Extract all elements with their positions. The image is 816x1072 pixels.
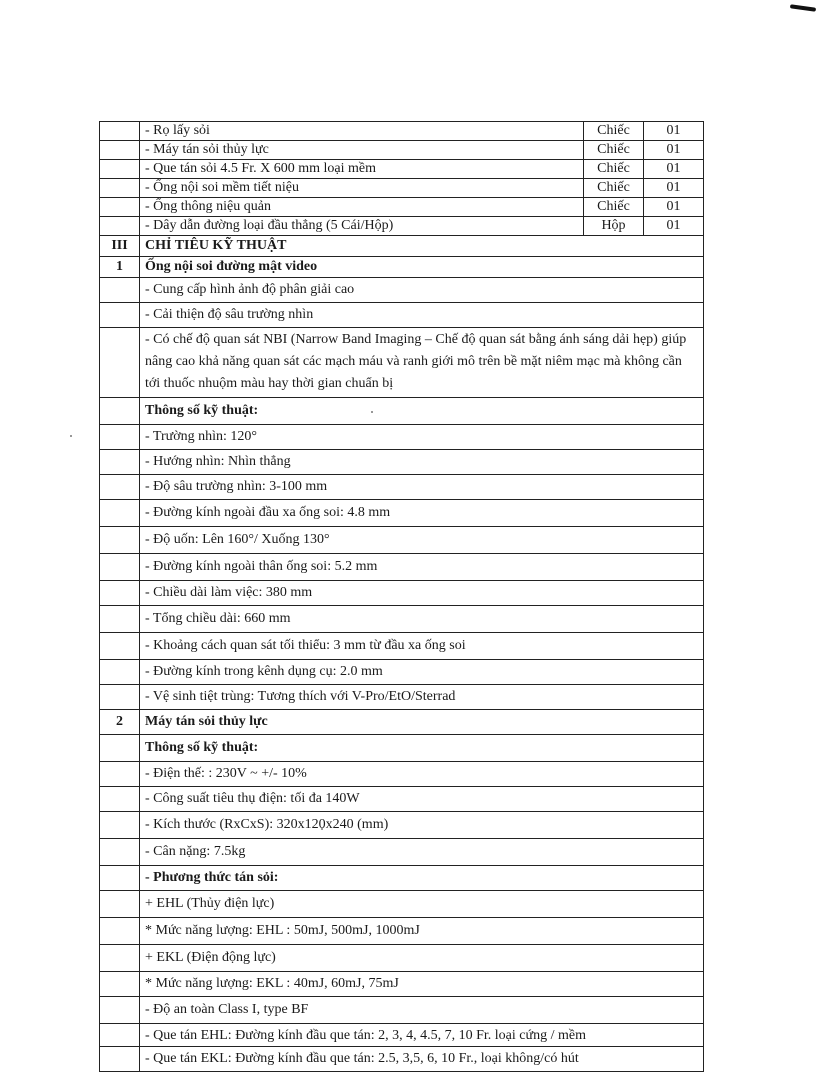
method-row	[100, 891, 704, 918]
probe-ehl-text: - Que tán EHL: Đường kính đầu que tán: 2, 3, 4, 4.5, 7, 10 Fr. loại cứng / mềm	[140, 1024, 704, 1047]
spec-header: Thông số kỹ thuật:	[140, 398, 704, 425]
spec-text: - Độ sâu trường nhìn: 3-100 mm	[140, 475, 704, 500]
spec-row	[100, 839, 704, 866]
spec-text: - Công suất tiêu thụ điện: tối đa 140W	[140, 787, 704, 812]
spec-text: - Chiều dài làm việc: 380 mm	[140, 581, 704, 606]
spec-row	[100, 685, 704, 710]
equipment-row	[100, 160, 704, 179]
method-header: - Phương thức tán sỏi:	[140, 866, 704, 891]
probe-row	[100, 1024, 704, 1047]
spec-row	[100, 475, 704, 500]
equipment-qty: 01	[644, 160, 704, 179]
spec-row	[100, 787, 704, 812]
section-number: III	[100, 236, 140, 257]
row-number	[100, 198, 140, 217]
method-row	[100, 972, 704, 997]
spec-text: - Kích thước (RxCxS): 320x120x240 (mm)	[140, 812, 704, 839]
equipment-unit: Hộp	[584, 217, 644, 236]
equipment-row	[100, 141, 704, 160]
spec-text: - Vệ sinh tiệt trùng: Tương thích với V-Pro/EtO/Sterrad	[140, 685, 704, 710]
spec-row	[100, 762, 704, 787]
equipment-name: - Que tán sỏi 4.5 Fr. X 600 mm loại mềm	[140, 160, 584, 179]
row-number	[100, 217, 140, 236]
feature-text: - Cải thiện độ sâu trường nhìn	[140, 303, 704, 328]
spec-text: - Điện thế: : 230V ~ +/- 10%	[140, 762, 704, 787]
spec-header-row	[100, 398, 704, 425]
feature-text: - Có chế độ quan sát NBI (Narrow Band Imaging – Chế độ quan sát bằng ánh sáng dải hẹp) giúp nâng cao khả năng quan sát các mạch máu và ranh giới mô trên bề mặt niêm mạc mà không cần tới thuốc nhuộm màu hay thời gian chuẩn bị	[140, 328, 704, 398]
item-header-row	[100, 710, 704, 735]
equipment-unit: Chiếc	[584, 141, 644, 160]
feature-row	[100, 303, 704, 328]
equipment-row	[100, 179, 704, 198]
scan-edge-mark	[790, 4, 816, 12]
spec-header: Thông số kỹ thuật:	[140, 735, 704, 762]
feature-row	[100, 328, 704, 398]
equipment-name: - Dây dẫn đường loại đầu thẳng (5 Cái/Hộp)	[140, 217, 584, 236]
spec-text: - Độ uốn: Lên 160°/ Xuống 130°	[140, 527, 704, 554]
method-row	[100, 945, 704, 972]
item-title: Máy tán sỏi thủy lực	[140, 710, 704, 735]
section-title: CHỈ TIÊU KỸ THUẬT	[140, 236, 704, 257]
spec-text: - Đường kính trong kênh dụng cụ: 2.0 mm	[140, 660, 704, 685]
equipment-qty: 01	[644, 141, 704, 160]
equipment-row	[100, 122, 704, 141]
equipment-name: - Rọ lấy sỏi	[140, 122, 584, 141]
equipment-qty: 01	[644, 217, 704, 236]
feature-text: - Cung cấp hình ảnh độ phân giải cao	[140, 278, 704, 303]
equipment-qty: 01	[644, 179, 704, 198]
spec-row	[100, 812, 704, 839]
technical-spec-table	[99, 121, 704, 1072]
spec-text: - Đường kính ngoài thân ống soi: 5.2 mm	[140, 554, 704, 581]
equipment-row	[100, 217, 704, 236]
spec-header-row	[100, 735, 704, 762]
item-number: 2	[100, 710, 140, 735]
spec-row	[100, 660, 704, 685]
scan-speck	[70, 435, 72, 437]
spec-row	[100, 450, 704, 475]
row-number	[100, 122, 140, 141]
probe-row	[100, 1047, 704, 1072]
method-text: + EHL (Thủy điện lực)	[140, 891, 704, 918]
equipment-name: - Ống thông niệu quản	[140, 198, 584, 217]
equipment-unit: Chiếc	[584, 160, 644, 179]
equipment-unit: Chiếc	[584, 179, 644, 198]
spec-text: - Trường nhìn: 120°	[140, 425, 704, 450]
spec-row	[100, 581, 704, 606]
spec-row	[100, 425, 704, 450]
item-header-row	[100, 257, 704, 278]
method-row	[100, 997, 704, 1024]
item-number: 1	[100, 257, 140, 278]
equipment-name: - Máy tán sỏi thủy lực	[140, 141, 584, 160]
equipment-unit: Chiếc	[584, 122, 644, 141]
method-text: + EKL (Điện động lực)	[140, 945, 704, 972]
method-header-row	[100, 866, 704, 891]
row-number	[100, 160, 140, 179]
probe-ekl-text: - Que tán EKL: Đường kính đầu que tán: 2.5, 3,5, 6, 10 Fr., loại không/có hút	[140, 1047, 704, 1072]
spec-row	[100, 606, 704, 633]
spec-text: - Tổng chiều dài: 660 mm	[140, 606, 704, 633]
method-row	[100, 918, 704, 945]
spec-text: - Đường kính ngoài đầu xa ống soi: 4.8 mm	[140, 500, 704, 527]
equipment-qty: 01	[644, 122, 704, 141]
item-title: Ống nội soi đường mật video	[140, 257, 704, 278]
equipment-row	[100, 198, 704, 217]
method-text: * Mức năng lượng: EKL : 40mJ, 60mJ, 75mJ	[140, 972, 704, 997]
spec-row	[100, 500, 704, 527]
spec-row	[100, 554, 704, 581]
feature-row	[100, 278, 704, 303]
spec-text: - Hướng nhìn: Nhìn thẳng	[140, 450, 704, 475]
method-text: * Mức năng lượng: EHL : 50mJ, 500mJ, 1000mJ	[140, 918, 704, 945]
spec-row	[100, 633, 704, 660]
spec-text: - Cân nặng: 7.5kg	[140, 839, 704, 866]
equipment-qty: 01	[644, 198, 704, 217]
row-number	[100, 141, 140, 160]
equipment-name: - Ống nội soi mềm tiết niệu	[140, 179, 584, 198]
method-text: - Độ an toàn Class I, type BF	[140, 997, 704, 1024]
section-header-row	[100, 236, 704, 257]
equipment-unit: Chiếc	[584, 198, 644, 217]
row-number	[100, 179, 140, 198]
spec-text: - Khoảng cách quan sát tối thiểu: 3 mm từ đầu xa ống soi	[140, 633, 704, 660]
spec-row	[100, 527, 704, 554]
